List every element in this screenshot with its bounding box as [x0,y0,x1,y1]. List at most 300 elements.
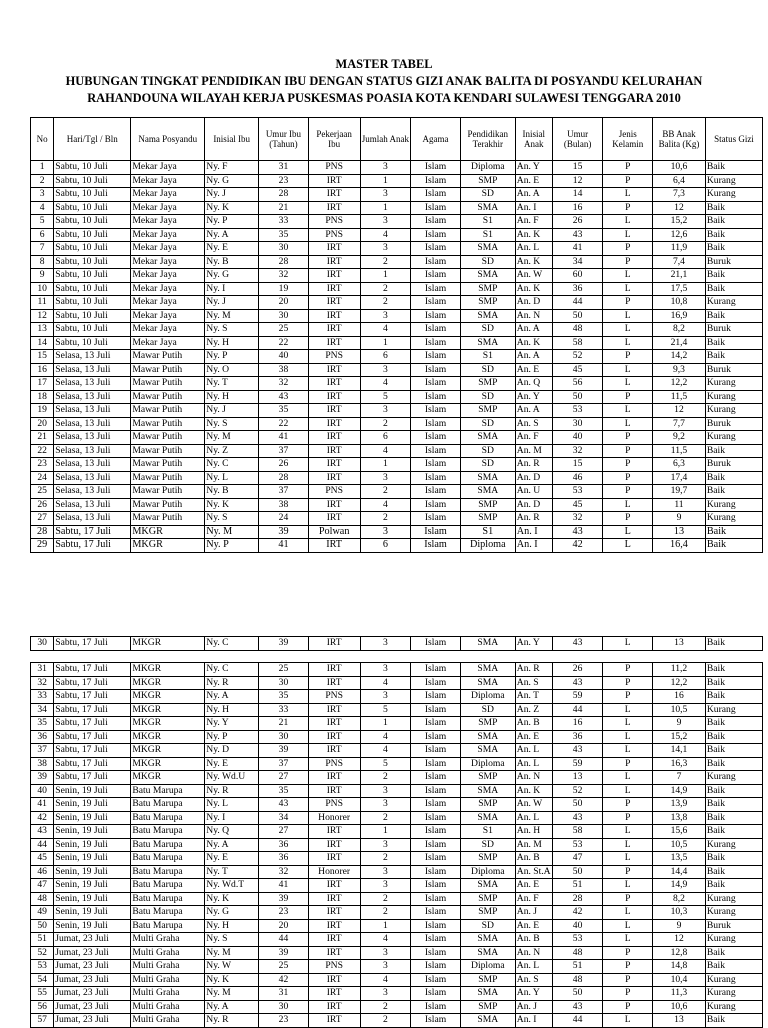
cell-mother-initial: Ny. H [205,919,259,933]
cell-child-initial: An. B [515,933,552,947]
cell-mother-job: IRT [308,987,360,1001]
table-row [31,498,763,512]
table-row [31,771,763,785]
cell-weight: 10,4 [653,973,706,987]
cell-children-count: 1 [360,336,411,350]
cell-mother-age: 25 [259,960,309,974]
table-row [31,444,763,458]
cell-sex: P [603,161,653,175]
cell-children-count: 2 [360,282,411,296]
cell-nutrition-status: Baik [705,690,762,704]
cell-child-age: 36 [552,730,603,744]
cell-mother-initial: Ny. S [205,933,259,947]
cell-child-initial: An. L [515,242,552,256]
cell-posyandu: Mekar Jaya [131,282,205,296]
cell-mother-age: 35 [259,784,309,798]
cell-mother-job: PNS [308,757,360,771]
cell-child-initial: An. A [515,188,552,202]
cell-sex: P [603,350,653,364]
cell-sex: L [603,215,653,229]
cell-posyandu: Mekar Jaya [131,269,205,283]
cell-child-initial: An. St.A [516,865,551,877]
cell-education: Diploma [460,690,515,704]
header-weight: BB Anak Balita (Kg) [653,118,706,161]
cell-mother-age: 38 [259,498,309,512]
cell-posyandu: Batu Marupa [131,865,205,879]
cell-sex: L [603,323,653,337]
cell-mother-job: IRT [308,946,360,960]
cell-weight: 9 [653,717,706,731]
cell-mother-age: 34 [259,811,309,825]
cell-children-count: 2 [360,417,411,431]
cell-posyandu: MKGR [131,525,205,539]
cell-mother-initial: Ny. G [205,906,259,920]
cell-mother-age: 31 [259,987,309,1001]
cell-religion: Islam [411,471,461,485]
cell-weight: 13,8 [653,811,706,825]
cell-religion: Islam [411,417,461,431]
table-row [31,919,763,933]
cell-posyandu: Batu Marupa [131,811,205,825]
cell-children-count: 3 [360,879,411,893]
cell-child-age: 44 [552,703,603,717]
cell-sex: P [603,174,653,188]
cell-education: SMA [460,946,515,960]
cell-nutrition-status: Baik [705,215,762,229]
table-header-row [31,118,763,161]
cell-mother-job: IRT [308,390,360,404]
cell-no: 17 [31,377,54,391]
cell-education: SMP [460,377,515,391]
cell-mother-age: 32 [259,269,309,283]
cell-child-age: 50 [552,865,603,879]
cell-children-count: 3 [360,215,411,229]
cell-mother-job: PNS [308,798,360,812]
cell-child-initial: An. E [515,730,552,744]
cell-mother-job: IRT [308,892,360,906]
cell-education: SD [460,838,515,852]
cell-children-count: 3 [360,404,411,418]
cell-children-count: 2 [360,852,411,866]
cell-nutrition-status: Buruk [705,255,762,269]
cell-sex: P [603,798,653,812]
cell-no: 10 [31,282,54,296]
cell-mother-job: IRT [308,1000,360,1014]
cell-children-count: 1 [360,174,411,188]
table-row [31,973,763,987]
master-table-page-2b [30,662,763,1028]
cell-no: 3 [31,188,54,202]
table-row [31,390,763,404]
cell-children-count: 3 [360,637,411,651]
cell-posyandu: Mawar Putih [131,404,205,418]
cell-mother-job: IRT [308,242,360,256]
cell-mother-age: 39 [259,946,309,960]
table-row [31,512,763,526]
cell-education: Diploma [460,865,515,879]
cell-children-count: 6 [360,431,411,445]
cell-mother-age: 43 [259,390,309,404]
cell-weight: 12 [653,933,706,947]
cell-mother-job: IRT [308,336,360,350]
cell-education: SD [460,919,515,933]
cell-child-initial: An. E [515,363,552,377]
cell-sex: L [603,269,653,283]
cell-posyandu: Mekar Jaya [131,188,205,202]
table-row [31,201,763,215]
cell-nutrition-status: Baik [705,879,762,893]
cell-mother-initial: Ny. A [205,690,259,704]
cell-children-count: 2 [360,1000,411,1014]
cell-mother-job: IRT [308,444,360,458]
cell-children-count: 3 [360,987,411,1001]
cell-mother-initial: Ny. J [205,296,259,310]
cell-date: Selasa, 13 Juli [54,512,131,526]
cell-children-count: 3 [360,363,411,377]
cell-nutrition-status: Kurang [705,703,762,717]
cell-mother-job: IRT [308,852,360,866]
cell-sex: L [603,906,653,920]
cell-weight: 12 [653,201,706,215]
table-row [31,255,763,269]
cell-posyandu: Multi Graha [131,960,205,974]
cell-child-age: 48 [552,973,603,987]
cell-children-count: 2 [360,906,411,920]
cell-child-age: 59 [552,757,603,771]
cell-mother-initial: Ny. E [205,757,259,771]
cell-weight: 11,5 [653,390,706,404]
cell-mother-job: IRT [308,512,360,526]
cell-children-count: 2 [360,1014,411,1028]
cell-child-age: 43 [552,637,603,651]
cell-children-count: 4 [360,676,411,690]
cell-no: 40 [31,784,54,798]
cell-posyandu: Multi Graha [131,987,205,1001]
cell-religion: Islam [411,309,461,323]
cell-nutrition-status: Kurang [705,838,762,852]
cell-child-initial: An. R [515,458,552,472]
cell-date: Sabtu, 17 Juli [54,525,131,539]
cell-education: SMP [460,174,515,188]
cell-child-age: 40 [552,919,603,933]
cell-nutrition-status: Baik [705,811,762,825]
cell-weight: 14,1 [653,744,706,758]
cell-child-initial: An. D [515,471,552,485]
cell-mother-age: 36 [259,852,309,866]
cell-mother-job: IRT [308,1014,360,1028]
header-religion: Agama [411,118,461,161]
cell-child-age: 56 [552,377,603,391]
cell-weight: 10,5 [653,703,706,717]
cell-weight: 16,3 [653,757,706,771]
cell-child-age: 53 [552,485,603,499]
cell-sex: L [603,525,653,539]
cell-weight: 12 [653,404,706,418]
cell-no: 13 [31,323,54,337]
cell-mother-job: IRT [308,539,360,553]
cell-mother-job: IRT [308,404,360,418]
cell-mother-age: 28 [259,255,309,269]
table-row [31,539,763,553]
cell-mother-job: PNS [308,485,360,499]
table-row [31,838,763,852]
cell-education: SD [460,444,515,458]
cell-sex: P [603,690,653,704]
cell-mother-age: 32 [259,377,309,391]
cell-religion: Islam [411,892,461,906]
cell-no: 53 [31,960,54,974]
cell-mother-initial: Ny. P [205,350,259,364]
cell-nutrition-status: Baik [705,730,762,744]
cell-child-initial: An. M [515,838,552,852]
cell-mother-age: 42 [259,973,309,987]
cell-religion: Islam [411,512,461,526]
cell-children-count: 2 [360,485,411,499]
cell-mother-age: 31 [259,161,309,175]
cell-mother-initial: Ny. C [205,663,259,677]
cell-date: Sabtu, 10 Juli [54,188,131,202]
table-row [31,757,763,771]
table-row [31,744,763,758]
cell-education: SMP [460,498,515,512]
cell-children-count: 3 [360,960,411,974]
cell-child-initial: An. U [515,485,552,499]
cell-mother-initial: Ny. H [205,703,259,717]
cell-child-initial: An. Y [515,161,552,175]
cell-mother-job: IRT [308,838,360,852]
cell-child-initial: An. E [515,174,552,188]
cell-posyandu: Mekar Jaya [131,174,205,188]
header-education: Pendidikan Terakhir [460,118,515,161]
cell-mother-initial: Ny. A [205,1000,259,1014]
cell-mother-job: PNS [308,215,360,229]
cell-sex: P [603,444,653,458]
cell-child-initial: An. S [515,676,552,690]
cell-mother-initial: Ny. I [205,282,259,296]
cell-sex: P [603,1000,653,1014]
cell-religion: Islam [411,987,461,1001]
table-row [31,431,763,445]
cell-religion: Islam [411,838,461,852]
cell-child-age: 43 [552,525,603,539]
cell-children-count: 4 [360,744,411,758]
cell-sex: L [603,377,653,391]
cell-nutrition-status: Buruk [705,323,762,337]
cell-posyandu: MKGR [131,690,205,704]
cell-sex: L [603,744,653,758]
cell-mother-job: Honorer [308,811,360,825]
cell-religion: Islam [411,485,461,499]
cell-posyandu: Mekar Jaya [131,242,205,256]
cell-religion: Islam [411,363,461,377]
cell-mother-initial: Ny. Wd.U [205,771,259,785]
table-row [31,906,763,920]
cell-education: SMP [460,798,515,812]
header-child-initial: Inisial Anak [515,118,552,161]
cell-child-initial: An. Y [515,390,552,404]
cell-date: Sabtu, 10 Juli [54,323,131,337]
cell-children-count: 3 [360,690,411,704]
cell-mother-initial: Ny. F [205,161,259,175]
cell-nutrition-status: Kurang [705,906,762,920]
cell-religion: Islam [411,242,461,256]
cell-child-initial: An. L [515,744,552,758]
cell-children-count: 2 [360,296,411,310]
header-nutrition-status: Status Gizi [705,118,762,161]
cell-child-age: 43 [552,1000,603,1014]
cell-nutrition-status: Baik [705,960,762,974]
cell-nutrition-status: Kurang [705,973,762,987]
cell-mother-initial: Ny. C [205,458,259,472]
cell-education: SMA [460,242,515,256]
cell-posyandu: MKGR [131,717,205,731]
cell-no: 18 [31,390,54,404]
cell-date: Jumat, 23 Juli [54,973,131,987]
cell-sex: P [603,296,653,310]
cell-religion: Islam [411,390,461,404]
cell-religion: Islam [411,458,461,472]
cell-weight: 8,2 [653,323,706,337]
cell-child-initial: An. W [515,269,552,283]
cell-child-initial: An. N [515,946,552,960]
cell-no: 33 [31,690,54,704]
cell-weight: 16 [653,690,706,704]
cell-religion: Islam [411,811,461,825]
cell-no: 48 [31,892,54,906]
cell-children-count: 6 [360,350,411,364]
cell-mother-initial: Ny. K [205,892,259,906]
cell-mother-age: 44 [259,933,309,947]
cell-children-count: 5 [360,390,411,404]
cell-weight: 21,4 [653,336,706,350]
cell-religion: Islam [411,215,461,229]
cell-religion: Islam [411,525,461,539]
cell-children-count: 1 [360,201,411,215]
cell-mother-age: 20 [259,296,309,310]
table-row [31,1014,763,1028]
cell-religion: Islam [411,676,461,690]
cell-no: 30 [31,637,54,651]
cell-religion: Islam [411,336,461,350]
cell-education: SD [460,363,515,377]
cell-mother-initial: Ny. S [205,417,259,431]
master-table-page-2a [30,636,763,651]
cell-child-initial: An. I [515,525,552,539]
cell-sex: L [603,188,653,202]
cell-mother-initial: Ny. O [205,363,259,377]
cell-sex: L [603,717,653,731]
cell-mother-age: 35 [259,690,309,704]
cell-weight: 10,5 [653,838,706,852]
title-line-1: MASTER TABEL [335,57,433,71]
cell-children-count: 3 [360,865,411,879]
header-mother-job: Pekerjaan Ibu [308,118,360,161]
cell-date: Sabtu, 10 Juli [54,228,131,242]
cell-mother-age: 25 [259,663,309,677]
cell-children-count: 3 [360,663,411,677]
table-row [31,690,763,704]
cell-posyandu: Mekar Jaya [131,215,205,229]
cell-sex: L [603,539,653,553]
cell-sex: L [603,498,653,512]
cell-mother-initial: Ny. Z [205,444,259,458]
cell-mother-initial: Ny. P [205,730,259,744]
cell-education: SMA [460,730,515,744]
cell-date: Sabtu, 17 Juli [54,690,131,704]
cell-date: Jumat, 23 Juli [54,1000,131,1014]
cell-mother-initial: Ny. A [205,838,259,852]
cell-weight: 11,3 [653,987,706,1001]
cell-child-initial: An. T [515,690,552,704]
cell-nutrition-status: Baik [705,471,762,485]
cell-weight: 14,9 [653,784,706,798]
cell-mother-age: 23 [259,906,309,920]
cell-date: Selasa, 13 Juli [54,471,131,485]
cell-date: Sabtu, 17 Juli [54,663,131,677]
cell-posyandu: Multi Graha [131,1014,205,1028]
cell-mother-initial: Ny. M [205,431,259,445]
cell-mother-initial: Ny. H [205,336,259,350]
cell-weight: 16,4 [653,539,706,553]
cell-no: 8 [31,255,54,269]
cell-nutrition-status: Baik [705,242,762,256]
cell-date: Selasa, 13 Juli [54,417,131,431]
cell-weight: 9 [653,512,706,526]
cell-no: 9 [31,269,54,283]
table-row [31,960,763,974]
cell-religion: Islam [411,879,461,893]
cell-mother-age: 22 [259,417,309,431]
cell-weight: 14,4 [653,865,706,879]
cell-nutrition-status: Baik [705,676,762,690]
cell-mother-job: IRT [308,269,360,283]
cell-weight: 13 [653,525,706,539]
cell-date: Senin, 19 Juli [54,838,131,852]
cell-children-count: 4 [360,973,411,987]
cell-no: 36 [31,730,54,744]
cell-education: SD [460,188,515,202]
table-row [31,865,763,879]
cell-children-count: 1 [360,717,411,731]
cell-no: 28 [31,525,54,539]
cell-nutrition-status: Baik [705,336,762,350]
cell-religion: Islam [411,201,461,215]
table-row [31,852,763,866]
cell-child-age: 34 [552,255,603,269]
cell-education: SMP [460,892,515,906]
cell-mother-initial: Ny. P [205,539,259,553]
cell-children-count: 4 [360,377,411,391]
cell-children-count: 4 [360,933,411,947]
cell-weight: 9 [653,919,706,933]
table-row [31,717,763,731]
cell-religion: Islam [411,444,461,458]
cell-sex: P [603,471,653,485]
cell-date: Sabtu, 17 Juli [54,637,131,651]
cell-mother-job: PNS [308,960,360,974]
cell-children-count: 4 [360,444,411,458]
table-row [31,879,763,893]
cell-mother-job: PNS [308,350,360,364]
table-row [31,663,763,677]
table-row [31,798,763,812]
cell-sex: L [603,919,653,933]
cell-posyandu: Batu Marupa [131,879,205,893]
cell-weight: 7,4 [653,255,706,269]
table-row [31,188,763,202]
cell-date: Senin, 19 Juli [54,906,131,920]
cell-children-count: 3 [360,188,411,202]
